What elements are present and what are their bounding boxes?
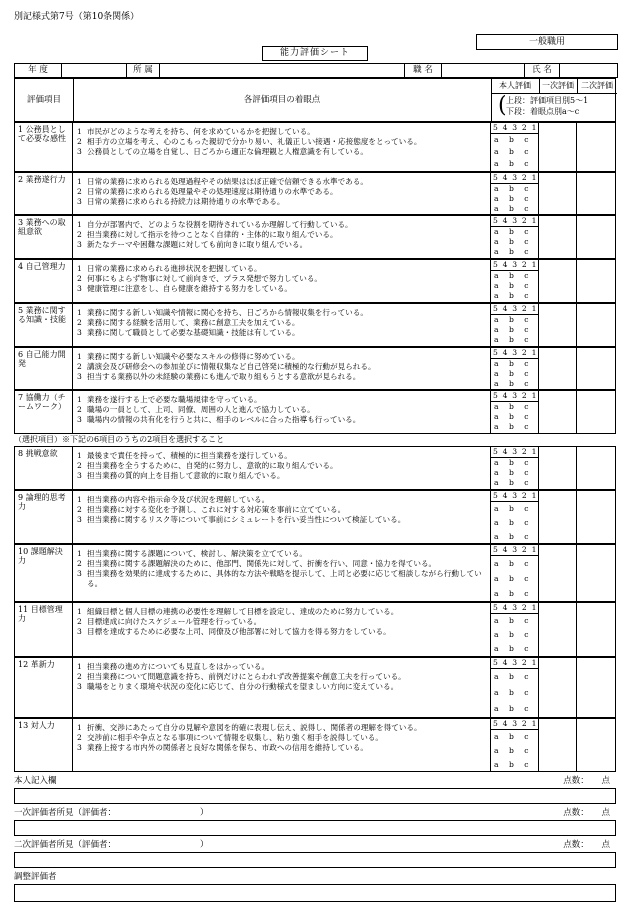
second-eval-cell[interactable] bbox=[577, 658, 615, 717]
point-line bbox=[77, 627, 486, 637]
point-number: 1 bbox=[77, 308, 82, 317]
second-eval-cell[interactable] bbox=[577, 447, 615, 489]
abc-choice[interactable]: a b c bbox=[494, 247, 533, 256]
point-line bbox=[77, 308, 486, 318]
point-line bbox=[77, 451, 486, 461]
point-text: 組織目標と個人目標の連携の必要性を理解して目標を設定し、達成のために努力している。 bbox=[87, 607, 399, 616]
point-line bbox=[77, 733, 486, 743]
point-text: 業務に関する新しい知識や情報に関心を持ち、日ごろから情報収集を行っている。 bbox=[87, 308, 368, 317]
point-text: 目標を達成するために必要な上司、同僚及び他部署に対して協力を得る努力をしている。 bbox=[87, 627, 391, 636]
point-text: 担当業務に対する変化を予測し、これに対する対応策を事前に立てている。 bbox=[87, 505, 346, 514]
point-line bbox=[77, 197, 486, 207]
abc-choice[interactable]: a b c bbox=[494, 559, 533, 568]
self-entry-label: 本人記入欄 bbox=[14, 776, 57, 786]
point-text: 何事にもよらず物事に対して前向きで、プラス発想で努力している。 bbox=[87, 274, 323, 283]
abc-choice[interactable]: a b c bbox=[494, 518, 533, 527]
point-text: 職場の一員として、上司、同僚、周囲の人と進んで協力している。 bbox=[87, 405, 315, 414]
abc-choice[interactable]: a b c bbox=[494, 704, 533, 713]
abc-choice[interactable]: a b c bbox=[494, 315, 533, 324]
point-text: 業務に関する経験を活用して、業務に創意工夫を加えている。 bbox=[87, 318, 300, 327]
sheet-title: 能力評価シート bbox=[262, 46, 368, 61]
item-name: 2 業務遂行力 bbox=[15, 173, 73, 214]
point-line bbox=[77, 362, 486, 372]
brace-left: ( bbox=[498, 93, 507, 118]
item-name: 4 自己管理力 bbox=[15, 260, 73, 302]
point-number: 1 bbox=[77, 607, 82, 616]
second-eval-cell[interactable] bbox=[577, 173, 615, 214]
item-points bbox=[73, 719, 491, 771]
point-line bbox=[77, 395, 486, 405]
abc-choice[interactable]: a b c bbox=[494, 630, 533, 639]
point-text: 担当業務を全うするために、自発的に努力し、意欲的に取り組んでいる。 bbox=[87, 461, 338, 470]
point-number: 2 bbox=[77, 461, 82, 470]
item-col-header: 評価項目 bbox=[15, 79, 74, 121]
score-scale: 5 4 3 2 1 bbox=[493, 391, 538, 400]
point-text: 担当する業務以外の未経験の業務にも進んで取り組もうとする意欲が見られる。 bbox=[87, 372, 361, 381]
point-number: 2 bbox=[77, 318, 82, 327]
point-number: 2 bbox=[77, 505, 82, 514]
position-field[interactable] bbox=[442, 64, 525, 77]
score-scale: 5 4 3 2 1 bbox=[493, 173, 538, 182]
name-field[interactable] bbox=[560, 64, 617, 77]
item-points bbox=[73, 391, 491, 433]
self-score-cell[interactable] bbox=[491, 658, 539, 717]
self-score-cell[interactable] bbox=[491, 123, 539, 171]
abc-choice[interactable]: a b c bbox=[494, 335, 533, 344]
abc-choice[interactable]: a b c bbox=[494, 379, 533, 388]
second-eval-cell[interactable] bbox=[577, 348, 615, 389]
item-points bbox=[73, 173, 491, 214]
point-line bbox=[77, 607, 486, 617]
abc-choice[interactable]: a b c bbox=[494, 589, 533, 598]
first-eval-cell[interactable] bbox=[539, 447, 577, 489]
abc-choice[interactable]: a b c bbox=[494, 135, 533, 144]
item-name: 9 論理的思考力 bbox=[15, 491, 73, 543]
note-line2: 下段：着眼点別a～c bbox=[506, 107, 580, 116]
first-eval-header: 一次評価 bbox=[539, 79, 578, 94]
second-eval-cell[interactable] bbox=[577, 491, 615, 543]
self-entry-box[interactable] bbox=[14, 788, 616, 804]
adjuster-box[interactable] bbox=[14, 884, 616, 902]
second-opinion-box[interactable] bbox=[14, 852, 616, 868]
point-text: 担当業務に関する課題について、検討し、解決策を立てている。 bbox=[87, 549, 307, 558]
point-number: 2 bbox=[77, 733, 82, 742]
required-item-row bbox=[14, 172, 616, 215]
point-number: 3 bbox=[77, 471, 82, 480]
point-number: 2 bbox=[77, 230, 82, 239]
point-line bbox=[77, 284, 486, 294]
first-eval-cell[interactable] bbox=[539, 216, 577, 258]
point-line bbox=[77, 549, 486, 559]
abc-choice[interactable]: a b c bbox=[494, 281, 533, 290]
self-score-cell[interactable] bbox=[491, 348, 539, 389]
score-scale: 5 4 3 2 1 bbox=[493, 545, 538, 554]
point-line bbox=[77, 328, 486, 338]
second-eval-cell[interactable] bbox=[577, 719, 615, 771]
first-eval-cell[interactable] bbox=[539, 658, 577, 717]
item-name: 7 協働力（チームワーク） bbox=[15, 391, 73, 433]
point-text: 日常の業務に求められる進捗状況を把握している。 bbox=[87, 264, 262, 273]
score-scale: 5 4 3 2 1 bbox=[493, 260, 538, 269]
point-line bbox=[77, 230, 486, 240]
point-text: 日常の業務に求められる処理過程やその結果はほぼ正確で信頼できる水準である。 bbox=[87, 177, 368, 186]
point-line bbox=[77, 264, 486, 274]
point-text: 最後まで責任を持って、積極的に担当業務を遂行している。 bbox=[87, 451, 292, 460]
point-number: 1 bbox=[77, 723, 82, 732]
point-number: 1 bbox=[77, 352, 82, 361]
point-number: 3 bbox=[77, 743, 82, 752]
point-number: 1 bbox=[77, 495, 82, 504]
point-number: 1 bbox=[77, 220, 82, 229]
form-number: 別記様式第7号（第10条関係） bbox=[14, 12, 140, 22]
point-line bbox=[77, 415, 486, 425]
point-line bbox=[77, 723, 486, 733]
item-points bbox=[73, 603, 491, 656]
score-scale: 5 4 3 2 1 bbox=[493, 658, 538, 667]
point-number: 2 bbox=[77, 274, 82, 283]
item-points bbox=[73, 260, 491, 302]
table-header bbox=[14, 78, 616, 122]
point-text: 折衝、交渉にあたって自分の見解や意図を的確に表現し伝え、説得し、関係者の理解を得ている。 bbox=[87, 723, 422, 732]
point-number: 1 bbox=[77, 451, 82, 460]
first-eval-cell[interactable] bbox=[539, 304, 577, 346]
point-line bbox=[77, 662, 486, 672]
required-item-row bbox=[14, 390, 616, 434]
point-line bbox=[77, 405, 486, 415]
select-note: （選択項目）※下記の6項目のうちの2項目を選択すること bbox=[14, 435, 225, 444]
point-line bbox=[77, 569, 486, 589]
item-points bbox=[73, 658, 491, 717]
item-name: 11 目標管理力 bbox=[15, 603, 73, 656]
point-line bbox=[77, 187, 486, 197]
score-scale: 5 4 3 2 1 bbox=[493, 719, 538, 728]
item-name: 8 挑戦意欲 bbox=[15, 447, 73, 489]
year-label: 年 度 bbox=[15, 64, 62, 77]
first-opinion-label: 一次評価者所見（評価者： bbox=[14, 808, 117, 818]
item-points bbox=[73, 447, 491, 489]
point-text: 担当業務に関するリスク等について事前にシミュレートを行い妥当性について検証している。 bbox=[87, 515, 406, 524]
abc-choice[interactable]: a b c bbox=[494, 237, 533, 246]
required-item-row bbox=[14, 215, 616, 259]
item-points bbox=[73, 491, 491, 543]
abc-choice[interactable]: a b c bbox=[494, 271, 533, 280]
item-points bbox=[73, 545, 491, 601]
item-name: 13 対人力 bbox=[15, 719, 73, 771]
point-number: 2 bbox=[77, 617, 82, 626]
point-number: 2 bbox=[77, 362, 82, 371]
point-text: 自分が部署内で、どのような役割を期待されているか理解して行動している。 bbox=[87, 220, 353, 229]
affiliation-label: 所 属 bbox=[127, 64, 160, 77]
first-eval-cell[interactable] bbox=[539, 260, 577, 302]
required-item-row bbox=[14, 122, 616, 172]
item-points bbox=[73, 123, 491, 171]
item-name: 3 業務への取組意欲 bbox=[15, 216, 73, 258]
required-item-row bbox=[14, 259, 616, 303]
second-eval-cell[interactable] bbox=[577, 391, 615, 433]
point-number: 2 bbox=[77, 672, 82, 681]
second-eval-header: 二次評価 bbox=[577, 79, 617, 94]
second-eval-cell[interactable] bbox=[577, 545, 615, 601]
point-line bbox=[77, 177, 486, 187]
self-score-cell[interactable] bbox=[491, 391, 539, 433]
abc-choice[interactable]: a b c bbox=[494, 291, 533, 300]
point-text: 公務員としての立場を自覚し、日ごろから適正な倫理観と人権意識を有している。 bbox=[87, 147, 368, 156]
point-text: 業務に関する新しい知識や必要なスキルの修得に努めている。 bbox=[87, 352, 300, 361]
abc-choice[interactable]: a b c bbox=[494, 227, 533, 236]
point-number: 3 bbox=[77, 328, 82, 337]
point-line bbox=[77, 220, 486, 230]
item-points bbox=[73, 304, 491, 346]
second-eval-cell[interactable] bbox=[577, 123, 615, 171]
abc-choice[interactable]: a b c bbox=[494, 532, 533, 541]
abc-choice[interactable]: a b c bbox=[494, 616, 533, 625]
point-number: 1 bbox=[77, 127, 82, 136]
point-text: 交渉前に相手や争点となる事項について情報を収集し、粘り強く相手を説得している。 bbox=[87, 733, 383, 742]
point-text: 健康管理に注意をし、自ら健康を維持する努力をしている。 bbox=[87, 284, 293, 293]
point-text: 市民がどのような考えを持ち、何を求めているかを把握している。 bbox=[87, 127, 315, 136]
self-score-cell[interactable] bbox=[491, 216, 539, 258]
note-line1: 上段：評価項目別5～1 bbox=[506, 96, 589, 105]
abc-choice[interactable]: a b c bbox=[494, 458, 533, 467]
point-line bbox=[77, 471, 486, 481]
point-text: 新たなテーマや困難な課題に対しても前向きに取り組んでいる。 bbox=[87, 240, 308, 249]
point-line bbox=[77, 559, 486, 569]
point-text: 担当業務を効果的に達成するために、具体的な方法や戦略を提示して、上司と必要に応じて相談しながら行動している。 bbox=[87, 569, 482, 588]
abc-choice[interactable]: a b c bbox=[494, 422, 533, 431]
required-item-row bbox=[14, 347, 616, 390]
item-points bbox=[73, 216, 491, 258]
position-label: 職 名 bbox=[405, 64, 442, 77]
abc-choice[interactable]: a b c bbox=[494, 672, 533, 681]
point-text: 業務上接する市内外の関係者と良好な関係を保ち、市政への信用を維持している。 bbox=[87, 743, 368, 752]
point-line bbox=[77, 274, 486, 284]
point-number: 2 bbox=[77, 187, 82, 196]
point-number: 3 bbox=[77, 197, 82, 206]
self-score-cell[interactable] bbox=[491, 260, 539, 302]
score-scale: 5 4 3 2 1 bbox=[493, 491, 538, 500]
point-text: 担当業務の進め方についても見直しをはかっている。 bbox=[87, 662, 270, 671]
optional-item-row bbox=[14, 446, 616, 490]
point-number: 3 bbox=[77, 627, 82, 636]
abc-choice[interactable]: a b c bbox=[494, 359, 533, 368]
optional-item-row bbox=[14, 657, 616, 718]
first-eval-cell[interactable] bbox=[539, 491, 577, 543]
score-scale: 5 4 3 2 1 bbox=[493, 304, 538, 313]
point-text: 担当業務の内容や指示命令及び状況を理解している。 bbox=[87, 495, 270, 504]
point-number: 2 bbox=[77, 559, 82, 568]
point-text: 担当業務に対して指示を待つことなく自律的・主体的に取り組んでいる。 bbox=[87, 230, 338, 239]
point-text: 担当業務の質的向上を目指して意欲的に取り組んでいる。 bbox=[87, 471, 285, 480]
point-number: 3 bbox=[77, 372, 82, 381]
point-text: 業務に関して職員として必要な基礎知識・技能は有している。 bbox=[87, 328, 300, 337]
point-number: 3 bbox=[77, 569, 82, 578]
point-number: 3 bbox=[77, 240, 82, 249]
score-scale: 5 4 3 2 1 bbox=[493, 447, 538, 456]
first-points-label: 点数： 点 bbox=[563, 808, 610, 818]
point-number: 1 bbox=[77, 177, 82, 186]
score-scale: 5 4 3 2 1 bbox=[493, 348, 538, 357]
point-text: 担当業務について問題意識を持ち、前例だけにとらわれず改善提案や創意工夫を行っている。 bbox=[87, 672, 406, 681]
abc-choice[interactable]: a b c bbox=[494, 732, 533, 741]
point-text: 日常の業務に求められる持続力は期待通りの水準である。 bbox=[87, 197, 285, 206]
abc-choice[interactable]: a b c bbox=[494, 504, 533, 513]
abc-choice[interactable]: a b c bbox=[494, 159, 533, 168]
optional-item-row bbox=[14, 718, 616, 772]
score-scale: 5 4 3 2 1 bbox=[493, 216, 538, 225]
point-text: 目標達成に向けたスケジュール管理を行っている。 bbox=[87, 617, 262, 626]
point-number: 3 bbox=[77, 515, 82, 524]
point-line bbox=[77, 682, 486, 692]
required-item-row bbox=[14, 303, 616, 347]
abc-choice[interactable]: a b c bbox=[494, 478, 533, 487]
point-number: 3 bbox=[77, 682, 82, 691]
second-eval-cell[interactable] bbox=[577, 216, 615, 258]
optional-item-row bbox=[14, 544, 616, 602]
point-number: 3 bbox=[77, 284, 82, 293]
point-line bbox=[77, 137, 486, 147]
affiliation-field[interactable] bbox=[160, 64, 405, 77]
first-eval-cell[interactable] bbox=[539, 545, 577, 601]
first-eval-cell[interactable] bbox=[539, 391, 577, 433]
point-text: 職場をとりまく環境や状況の変化に応じて、自分の行動様式を望ましい方向に変えている。 bbox=[87, 682, 399, 691]
point-text: 職場内の情報の共有化を行うと共に、相手のレベルに合った指導も行っている。 bbox=[87, 415, 361, 424]
second-eval-cell[interactable] bbox=[577, 304, 615, 346]
first-opinion-close: ） bbox=[200, 808, 209, 818]
point-number: 2 bbox=[77, 405, 82, 414]
first-opinion-box[interactable] bbox=[14, 820, 616, 836]
item-name: 6 自己能力開発 bbox=[15, 348, 73, 389]
point-line bbox=[77, 515, 486, 525]
point-line bbox=[77, 318, 486, 328]
adjuster-label: 調整評価者 bbox=[14, 872, 57, 882]
first-eval-cell[interactable] bbox=[539, 348, 577, 389]
self-score-cell[interactable] bbox=[491, 491, 539, 543]
point-line bbox=[77, 461, 486, 471]
second-eval-cell[interactable] bbox=[577, 260, 615, 302]
point-number: 1 bbox=[77, 549, 82, 558]
first-eval-cell[interactable] bbox=[539, 173, 577, 214]
point-line bbox=[77, 495, 486, 505]
point-line bbox=[77, 127, 486, 137]
abc-choice[interactable]: a b c bbox=[494, 325, 533, 334]
point-line bbox=[77, 147, 486, 157]
point-text: 講演会及び研修会への参加並びに情報収集など自己啓発に積極的な行動が見られる。 bbox=[87, 362, 376, 371]
point-line bbox=[77, 743, 486, 753]
first-eval-cell[interactable] bbox=[539, 603, 577, 656]
abc-choice[interactable]: a b c bbox=[494, 147, 533, 156]
point-line bbox=[77, 240, 486, 250]
self-score-cell[interactable] bbox=[491, 719, 539, 771]
self-eval-header: 本人評価 bbox=[491, 79, 540, 94]
score-scale: 5 4 3 2 1 bbox=[493, 603, 538, 612]
point-text: 相手方の立場を考え、心のこもった親切で分かり易い、礼儀正しい接遇・応接態度をとっている。 bbox=[87, 137, 422, 146]
abc-choice[interactable]: a b c bbox=[494, 644, 533, 653]
point-number: 1 bbox=[77, 395, 82, 404]
self-score-cell[interactable] bbox=[491, 545, 539, 601]
info-row bbox=[14, 63, 618, 78]
optional-item-row bbox=[14, 602, 616, 657]
score-scale: 5 4 3 2 1 bbox=[493, 123, 538, 132]
point-line bbox=[77, 672, 486, 682]
point-text: 業務を遂行する上で必要な職場規律を守っている。 bbox=[87, 395, 262, 404]
point-text: 担当業務に関する課題解決のために、他部門、関係先に対して、折衝を行い、同意・協力を得ている。 bbox=[87, 559, 437, 568]
abc-choice[interactable]: a b c bbox=[494, 760, 533, 769]
abc-choice[interactable]: a b c bbox=[494, 184, 533, 193]
point-text: 日常の業務に求められる処理量やその処理速度は期待通りの水準である。 bbox=[87, 187, 338, 196]
abc-choice[interactable]: a b c bbox=[494, 412, 533, 421]
abc-choice[interactable]: a b c bbox=[494, 194, 533, 203]
point-number: 1 bbox=[77, 264, 82, 273]
second-opinion-label: 二次評価者所見（評価者： bbox=[14, 840, 117, 850]
item-name: 12 革新力 bbox=[15, 658, 73, 717]
self-points-label: 点数： 点 bbox=[563, 776, 610, 786]
item-points bbox=[73, 348, 491, 389]
second-eval-cell[interactable] bbox=[577, 603, 615, 656]
self-score-cell[interactable] bbox=[491, 447, 539, 489]
category-box: 一般職用 bbox=[476, 34, 618, 50]
abc-choice[interactable]: a b c bbox=[494, 369, 533, 378]
year-field[interactable] bbox=[62, 64, 127, 77]
point-line bbox=[77, 617, 486, 627]
self-score-cell[interactable] bbox=[491, 304, 539, 346]
abc-choice[interactable]: a b c bbox=[494, 688, 533, 697]
point-number: 3 bbox=[77, 147, 82, 156]
point-line bbox=[77, 352, 486, 362]
name-label: 氏 名 bbox=[525, 64, 560, 77]
abc-choice[interactable]: a b c bbox=[494, 746, 533, 755]
abc-choice[interactable]: a b c bbox=[494, 402, 533, 411]
point-number: 2 bbox=[77, 137, 82, 146]
point-number: 1 bbox=[77, 662, 82, 671]
point-line bbox=[77, 372, 486, 382]
self-score-cell[interactable] bbox=[491, 603, 539, 656]
self-score-cell[interactable] bbox=[491, 173, 539, 214]
abc-choice[interactable]: a b c bbox=[494, 204, 533, 213]
points-col-header: 各評価項目の着眼点 bbox=[73, 79, 492, 121]
item-name: 5 業務に関する知識・技能 bbox=[15, 304, 73, 346]
second-points-label: 点数： 点 bbox=[563, 840, 610, 850]
first-eval-cell[interactable] bbox=[539, 719, 577, 771]
abc-choice[interactable]: a b c bbox=[494, 574, 533, 583]
item-name: 1 公務員として必要な感性 bbox=[15, 123, 73, 171]
optional-item-row bbox=[14, 490, 616, 544]
first-eval-cell[interactable] bbox=[539, 123, 577, 171]
second-opinion-close: ） bbox=[200, 840, 209, 850]
abc-choice[interactable]: a b c bbox=[494, 468, 533, 477]
item-name: 10 課題解決力 bbox=[15, 545, 73, 601]
point-line bbox=[77, 505, 486, 515]
point-number: 3 bbox=[77, 415, 82, 424]
